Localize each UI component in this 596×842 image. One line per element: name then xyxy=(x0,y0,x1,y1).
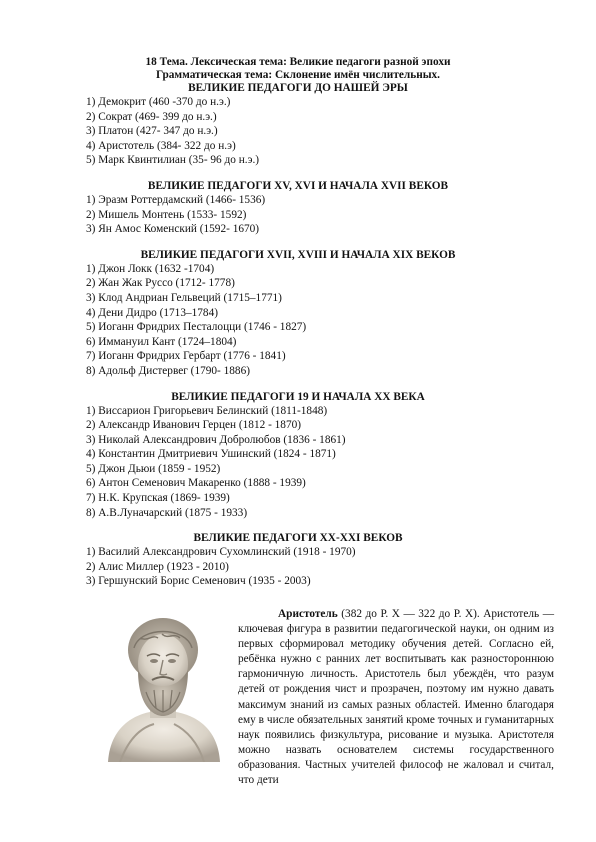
grammar-topic: Грамматическая тема: Склонение имён числительных. xyxy=(155,68,440,81)
list-item: 5) Иоганн Фридрих Песталоцци (1746 - 1827) xyxy=(86,321,307,334)
list-xvii-xix xyxy=(0,262,596,379)
bio-name: Аристотель xyxy=(278,608,338,620)
list-19-xx xyxy=(0,404,596,521)
list-item: 1) Джон Локк (1632 -1704) xyxy=(86,262,215,275)
section-title-xv-xvii: ВЕЛИКИЕ ПЕДАГОГИ XV, XVI И НАЧАЛА XVII ВЕКОВ xyxy=(147,179,449,192)
list-xv-xvii xyxy=(0,193,596,237)
list-item: 1) Виссарион Григорьевич Белинский (1811-1848) xyxy=(86,404,328,417)
section-title-xx-xxi: ВЕЛИКИЕ ПЕДАГОГИ XX-XXI ВЕКОВ xyxy=(193,532,403,545)
list-item: 1) Эразм Роттердамский (1466- 1536) xyxy=(86,193,266,206)
list-item: 7) Н.К. Крупская (1869- 1939) xyxy=(86,492,230,505)
lesson-title: 18 Тема. Лексическая тема: Великие педагоги разной эпохи xyxy=(145,56,451,68)
section-title-bc: ВЕЛИКИЕ ПЕДАГОГИ ДО НАШЕЙ ЭРЫ xyxy=(188,82,408,94)
aristotle-bio xyxy=(238,607,554,788)
list-item: 4) Дени Дидро (1713–1784) xyxy=(86,306,218,319)
list-item: 3) Гершунский Борис Семенович (1935 - 2003) xyxy=(86,575,311,588)
aristotle-portrait xyxy=(100,612,226,762)
list-item: 2) Сократ (469- 399 до н.э.) xyxy=(86,110,217,123)
section-title-xvii-xix: ВЕЛИКИЕ ПЕДАГОГИ XVII, XVIII И НАЧАЛА XIX ВЕКОВ xyxy=(140,248,456,261)
list-item: 3) Ян Амос Коменский (1592- 1670) xyxy=(86,223,260,236)
list-item: 1) Демокрит (460 -370 до н.э.) xyxy=(86,96,231,108)
list-item: 8) Адольф Дистервег (1790- 1886) xyxy=(86,364,250,377)
list-item: 6) Антон Семенович Макаренко (1888 - 1939) xyxy=(86,477,306,490)
list-item: 5) Марк Квинтилиан (35- 96 до н.э.) xyxy=(86,154,260,167)
list-item: 4) Константин Дмитриевич Ушинский (1824 - 1871) xyxy=(86,448,336,461)
list-item: 3) Николай Александрович Добролюбов (1836 - 1861) xyxy=(86,433,346,446)
list-xx-xxi xyxy=(0,545,596,589)
list-item: 1) Василий Александрович Сухомлинский (1918 - 1970) xyxy=(86,546,356,559)
list-item: 3) Клод Андриан Гельвеций (1715–1771) xyxy=(86,291,282,304)
list-item: 8) А.В.Луначарский (1875 - 1933) xyxy=(86,506,248,519)
list-bc xyxy=(0,95,596,168)
list-item: 6) Иммануил Кант (1724–1804) xyxy=(86,335,237,348)
section-title-19-xx: ВЕЛИКИЕ ПЕДАГОГИ 19 И НАЧАЛА XX ВЕКА xyxy=(171,390,425,403)
list-item: 5) Джон Дьюи (1859 - 1952) xyxy=(86,462,221,475)
list-item: 2) Алис Миллер (1923 - 2010) xyxy=(86,560,229,573)
list-item: 7) Иоганн Фридрих Гербарт (1776 - 1841) xyxy=(86,350,286,363)
list-item: 2) Александр Иванович Герцен (1812 - 1870) xyxy=(86,419,302,432)
list-item: 4) Аристотель (384- 322 до н.э) xyxy=(86,139,236,152)
bio-text: (382 до Р. Х — 322 до Р. Х). Аристотель — ключевая фигура в развитии педагогической науки, он одним из первых сформировал методику обучения детей. Согласно ей, ребёнка нужно с ранних лет воспитывать как разностороннюю гармоничную личность. Аристотель был убеждён, что разум детей от рождения чист и прозрачен, поэтому им нужно давать максимум знаний из самых разных областей. Именно благодаря ему в числе обязательных занятий кроме точных и гуманитарных наук появились физкультура, рисование и музыка. Аристотеля можно назвать основателем системы государственного образования. Частных учителей философ не жаловал и считал, что дети xyxy=(238,608,554,787)
aristotle-bust-icon xyxy=(100,612,226,762)
list-item: 3) Платон (427- 347 до н.э.) xyxy=(86,125,218,138)
list-item: 2) Мишель Монтень (1533- 1592) xyxy=(86,208,247,221)
list-item: 2) Жан Жак Руссо (1712- 1778) xyxy=(86,277,235,290)
